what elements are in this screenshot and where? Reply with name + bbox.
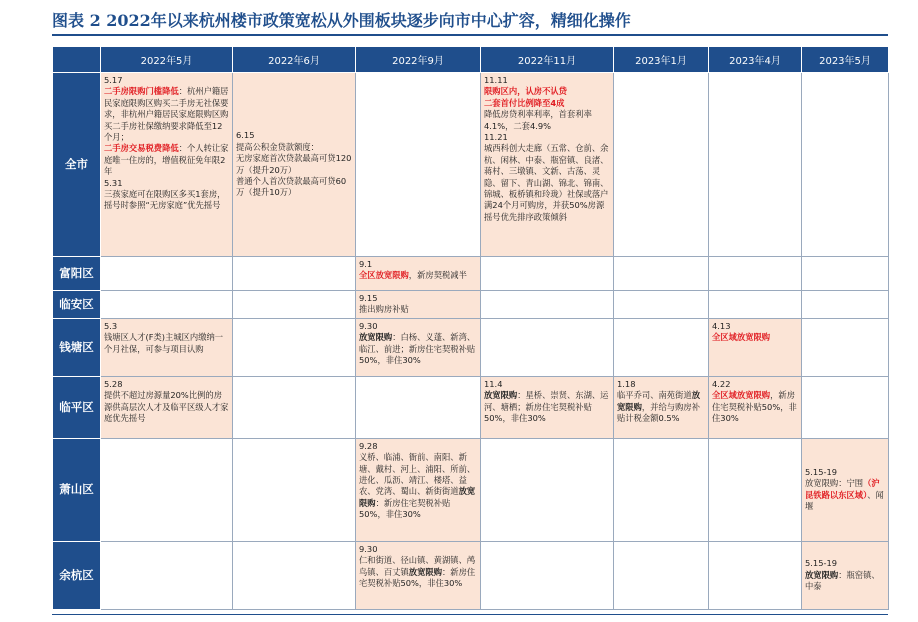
table-row	[53, 257, 889, 291]
policy-text: ：杭州户籍居民家庭限购区购买二手房无社保要求，非杭州户籍居民家庭限购区购买二手房社保缴纳要求降低至12个月；	[104, 86, 229, 143]
policy-text: 5.31	[104, 177, 123, 188]
policy-highlight-text: 全区域放宽限购	[712, 390, 771, 401]
policy-highlight-text: 全区域放宽限购	[712, 332, 771, 343]
header-row	[53, 47, 889, 73]
policy-text: 4.13	[712, 320, 731, 331]
policy-cell	[101, 376, 233, 438]
empty-cell	[709, 257, 802, 291]
policy-text: 临平乔司、南苑街道	[617, 390, 692, 401]
row-header-district: 全市	[53, 73, 101, 257]
empty-cell	[481, 541, 614, 609]
empty-cell	[233, 541, 356, 609]
policy-text: 9.1	[359, 259, 373, 269]
policy-text: ，并给与购房补贴计税金额0.5%	[617, 401, 700, 424]
table-row	[53, 291, 889, 319]
column-header: 2023年4月	[709, 47, 802, 73]
policy-bold-text: 放宽限购	[484, 390, 518, 401]
row-header-district: 余杭区	[53, 541, 101, 609]
empty-cell	[709, 541, 802, 609]
policy-text: ：新房住宅契税补贴50%，非住30%	[359, 566, 476, 589]
column-header: 2022年11月	[481, 47, 614, 73]
table-row	[53, 438, 889, 541]
row-header-district: 富阳区	[53, 257, 101, 291]
row-header-district: 萧山区	[53, 438, 101, 541]
policy-text: 提高公积金贷款额度：	[236, 141, 319, 152]
empty-cell	[614, 438, 709, 541]
policy-text: 无房家庭首次贷款最高可贷120万（提升20万）	[236, 153, 352, 175]
policy-text: 9.28	[359, 440, 378, 451]
empty-cell	[802, 73, 889, 257]
policy-text: 5.28	[104, 378, 123, 389]
empty-cell	[709, 73, 802, 257]
empty-cell	[614, 291, 709, 319]
policy-cell	[481, 73, 614, 257]
policy-text: 11.4	[484, 378, 503, 389]
policy-text: 仁和街道、径山镇、黄湖镇、鸬鸟镇、百丈镇	[359, 555, 476, 577]
row-header-district: 临安区	[53, 291, 101, 319]
row-header-district: 钱塘区	[53, 318, 101, 376]
empty-cell	[802, 257, 889, 291]
policy-text: 钱塘区人才(F类)主城区内缴纳一个月社保，可参与项目认购	[104, 332, 224, 354]
policy-text: 三孩家庭可在限购区多买1套房，摇号时参照“无房家庭”优先摇号	[104, 189, 226, 211]
empty-cell	[101, 438, 233, 541]
empty-cell	[709, 438, 802, 541]
policy-cell	[709, 376, 802, 438]
table-row	[53, 318, 889, 376]
empty-cell	[233, 291, 356, 319]
policy-text: ：个人转让家庭唯一住房的，增值税征免年限2年	[104, 143, 229, 177]
policy-text: 1.18	[617, 378, 636, 389]
policy-text: 5.3	[104, 320, 118, 331]
column-header: 2022年6月	[233, 47, 356, 73]
policy-text: ：白杨、义蓬、新湾、临江、前进；新房住宅契税补贴50%，非住30%	[359, 332, 476, 366]
empty-cell	[233, 438, 356, 541]
policy-text: 9.30	[359, 543, 378, 554]
policy-text: 6.15	[236, 130, 255, 141]
column-header: 2023年5月	[802, 47, 889, 73]
policy-text: 5.17	[104, 75, 123, 85]
empty-cell	[709, 291, 802, 319]
policy-table	[52, 46, 889, 610]
row-header-district: 临平区	[53, 376, 101, 438]
policy-text: 9.15	[359, 293, 378, 303]
empty-cell	[481, 291, 614, 319]
empty-cell	[481, 438, 614, 541]
policy-highlight-text: 全区放宽限购	[359, 270, 409, 281]
policy-text: 11.21	[484, 132, 508, 143]
policy-text: 降低房贷利率利率，首套利率4.1%，二套4.9%	[484, 109, 592, 131]
policy-cell	[481, 376, 614, 438]
empty-cell	[802, 291, 889, 319]
policy-text: ：瓶窑镇、中泰	[805, 569, 880, 592]
policy-highlight-text: 二套首付比例降至4成	[484, 97, 565, 108]
policy-cell	[101, 318, 233, 376]
policy-cell	[614, 376, 709, 438]
policy-text: 4.22	[712, 378, 731, 389]
policy-bold-text: 放宽限购	[359, 332, 393, 343]
empty-cell	[614, 541, 709, 609]
policy-cell	[356, 438, 481, 541]
empty-cell	[356, 73, 481, 257]
policy-text: 普通个人首次贷款最高可贷60万（提升10万）	[236, 175, 347, 198]
policy-text: 推出购房补贴	[359, 304, 409, 315]
policy-text: ：新房住宅契税补贴50%，非住30%	[359, 497, 451, 520]
column-header: 2022年5月	[101, 47, 233, 73]
policy-cell	[233, 73, 356, 257]
empty-cell	[481, 318, 614, 376]
column-header: 2022年9月	[356, 47, 481, 73]
policy-cell	[356, 541, 481, 609]
title-divider	[52, 34, 888, 36]
policy-highlight-text: （沪昆铁路以东区域）	[805, 478, 880, 500]
empty-cell	[233, 376, 356, 438]
policy-cell	[356, 257, 481, 291]
policy-text: ，新房契税减半	[408, 270, 467, 281]
policy-cell	[709, 318, 802, 376]
empty-cell	[614, 73, 709, 257]
policy-cell	[802, 438, 889, 541]
table-row	[53, 541, 889, 609]
policy-bold-text: 放宽限购	[359, 486, 476, 508]
policy-bold-text: 放宽限购	[805, 569, 839, 580]
policy-text: ，新房住宅契税补贴50%，非住30%	[712, 390, 797, 424]
empty-cell	[614, 257, 709, 291]
empty-cell	[356, 376, 481, 438]
policy-cell	[356, 291, 481, 319]
empty-cell	[614, 318, 709, 376]
empty-cell	[101, 257, 233, 291]
policy-highlight-text: 二手房限购门槛降低	[104, 86, 179, 97]
empty-cell	[481, 257, 614, 291]
policy-bold-text: 放宽限购	[617, 390, 700, 412]
table-body	[53, 73, 889, 610]
policy-text: 、闻堰	[805, 489, 884, 512]
empty-cell	[802, 376, 889, 438]
empty-cell	[101, 291, 233, 319]
policy-text: 放宽限购：宁围	[805, 478, 864, 489]
bottom-divider	[52, 614, 888, 615]
policy-cell	[356, 318, 481, 376]
table-row	[53, 73, 889, 257]
policy-cell	[101, 73, 233, 257]
empty-cell	[233, 257, 356, 291]
policy-text: 9.30	[359, 320, 378, 331]
policy-text: 提供不超过房源量20%比例的房源供高层次人才及临平区级人才家庭优先摇号	[104, 390, 229, 424]
policy-text: 5.15-19	[805, 558, 838, 569]
policy-text: 5.15-19	[805, 467, 838, 477]
policy-highlight-text: 二手房交易税费降低	[104, 143, 179, 154]
policy-text: 11.11	[484, 75, 508, 85]
policy-text: 城西科创大走廊（五常、仓前、余杭、闲林、中泰、瓶窑镇、良渚、蒋村、三墩镇、文新、古荡、灵隐、留下、青山湖、锦北、锦南、锦城、板桥镇和玲珑）社保或落户满24个月可购房，并获50%房源摇号优先排序政策倾斜	[484, 143, 609, 222]
empty-cell	[233, 318, 356, 376]
column-header: 2023年1月	[614, 47, 709, 73]
policy-highlight-text: 限购区内，认房不认贷	[484, 86, 567, 97]
figure-title: 图表 2 2022年以来杭州楼市政策宽松从外围板块逐步向市中心扩容，精细化操作	[52, 11, 631, 30]
policy-text: 义桥、临浦、衙前、南阳、新塘、戴村、河上、浦阳、所前、进化、瓜沥、靖江、楼塔、益农、党湾、蜀山、新街街道	[359, 452, 476, 497]
empty-cell	[802, 318, 889, 376]
corner-cell	[53, 47, 101, 73]
policy-cell	[802, 541, 889, 609]
empty-cell	[101, 541, 233, 609]
policy-text: ：星桥、崇贤、东湖、运河、塘栖；新房住宅契税补贴50%，非住30%	[484, 390, 609, 424]
table-row	[53, 376, 889, 438]
policy-bold-text: 放宽限购	[408, 566, 442, 577]
